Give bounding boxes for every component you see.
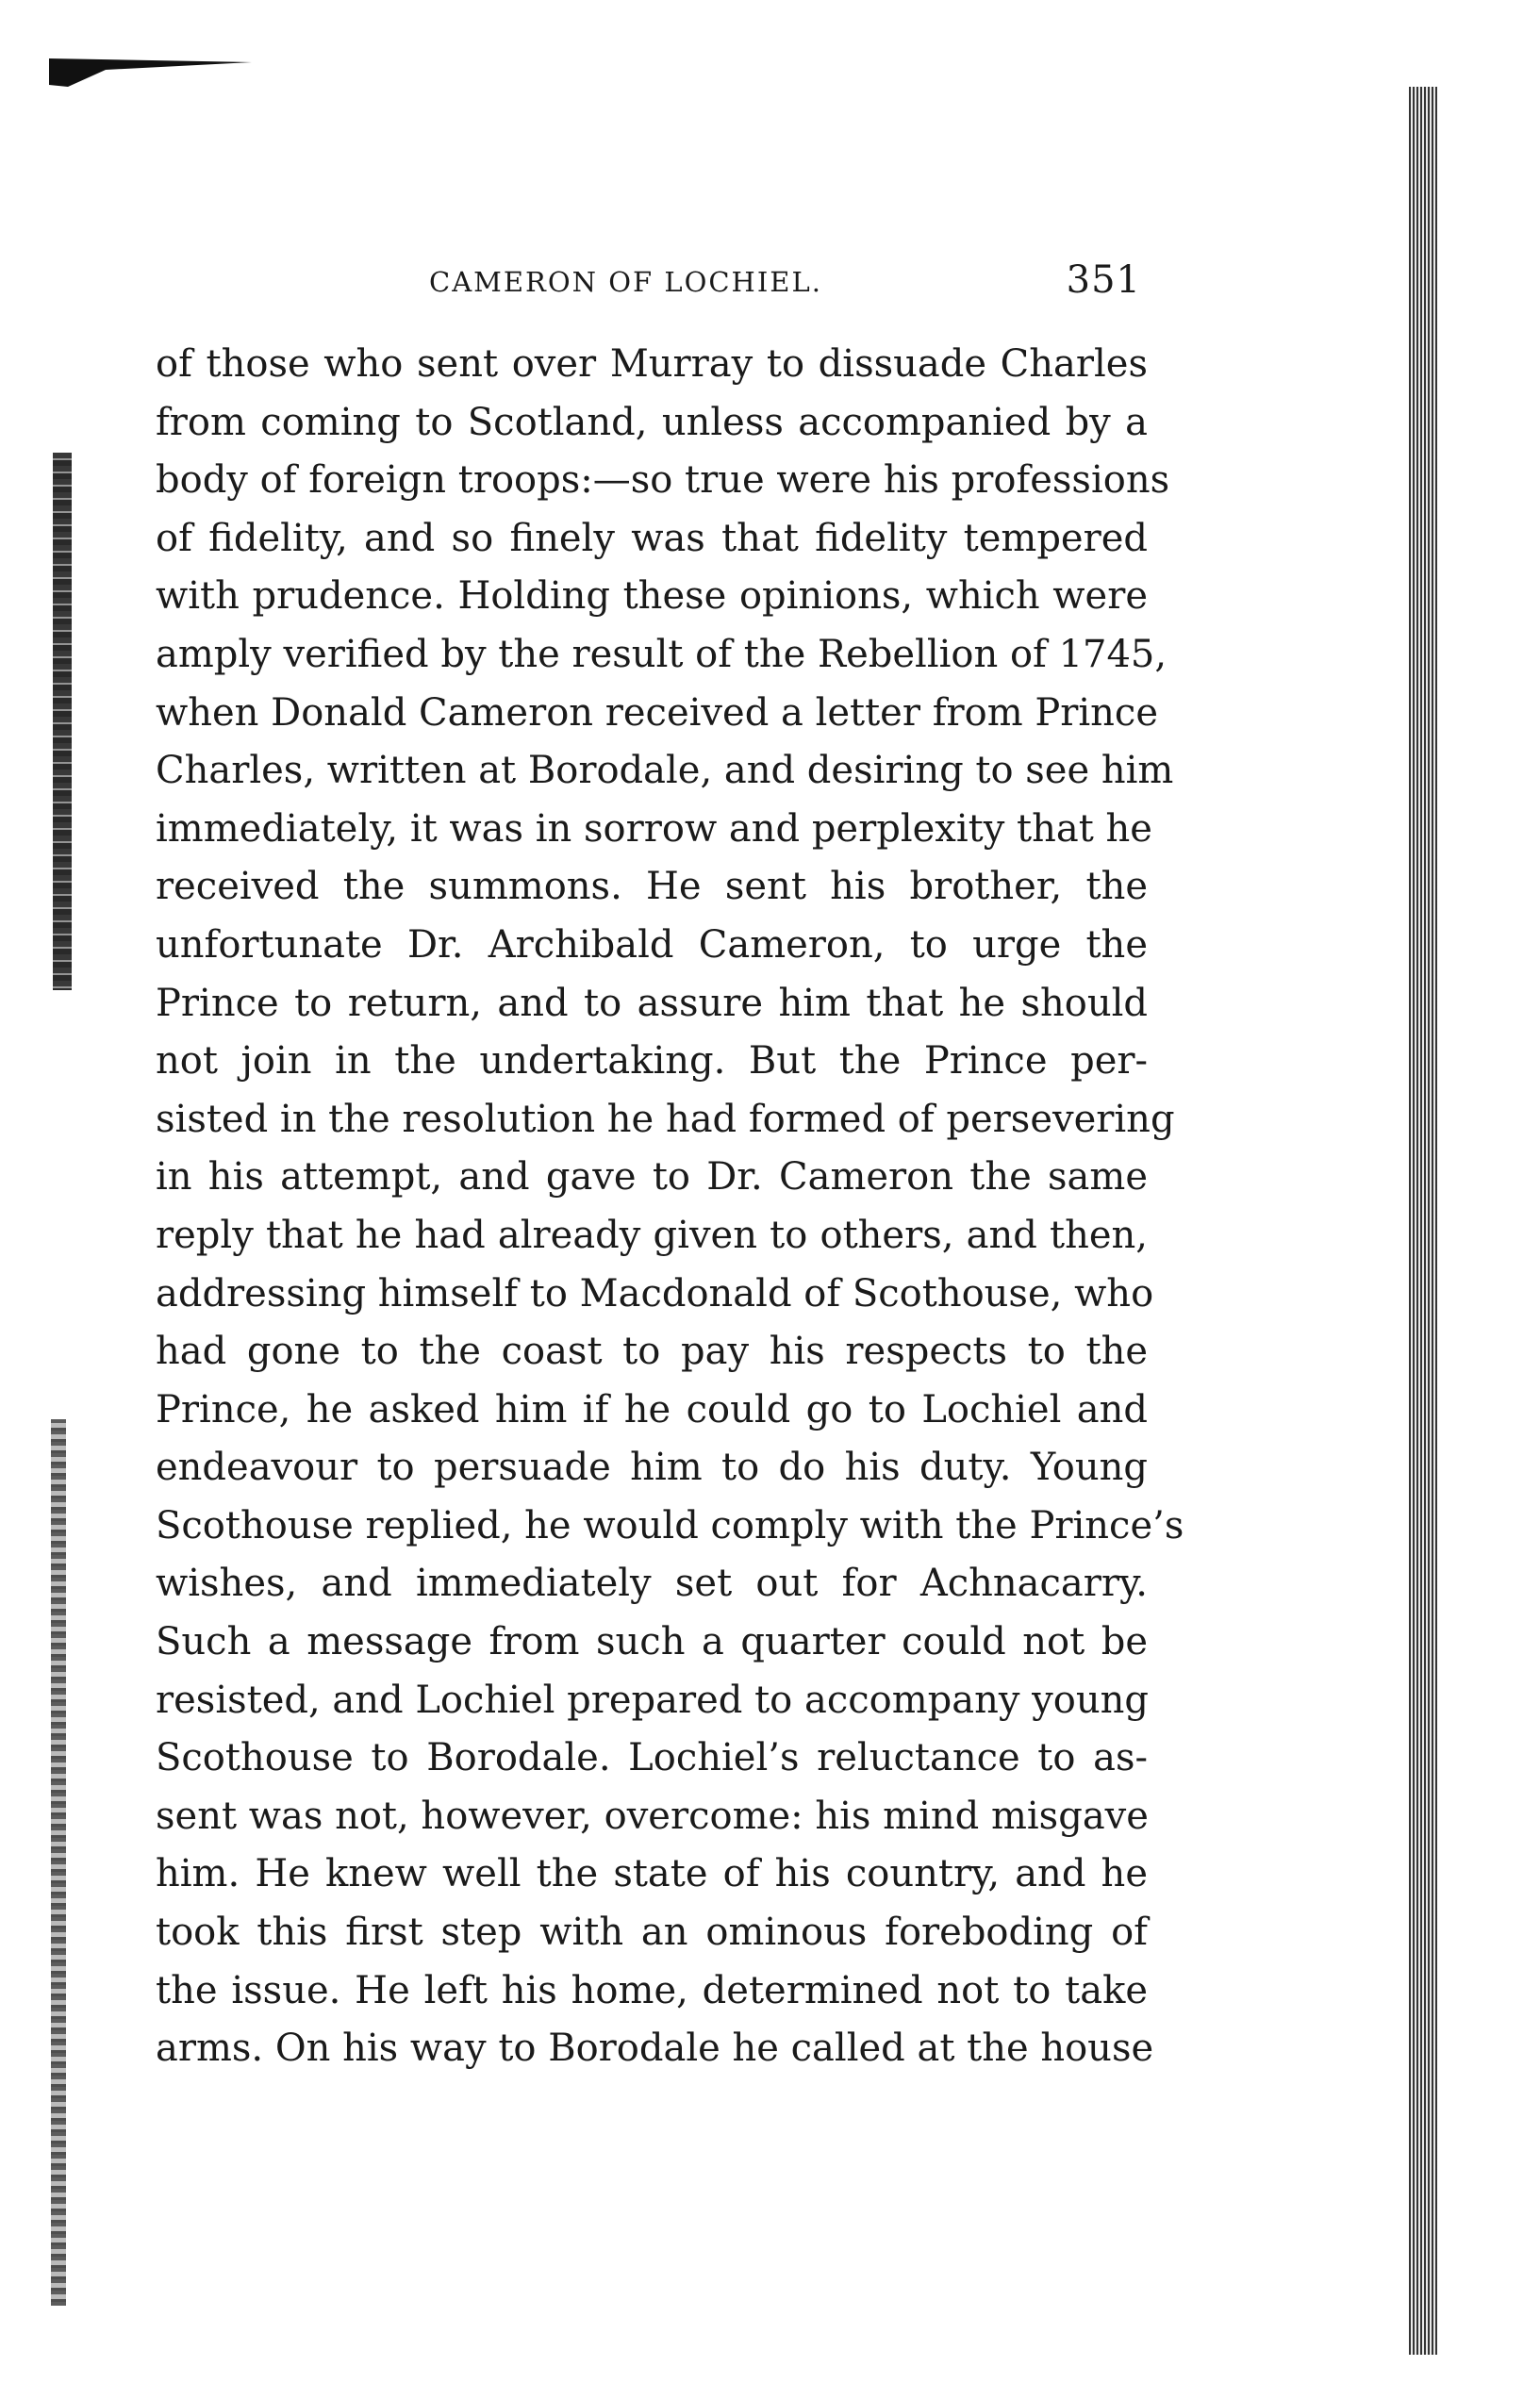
text-line: when Donald Cameron received a letter from Prince	[156, 690, 1159, 735]
text-line: resisted, and Lochiel prepared to accompany young	[156, 1678, 1149, 1722]
scan-right-edge-artifact	[1409, 87, 1437, 2355]
text-line: from coming to Scotland, unless accompanied by a	[156, 400, 1148, 444]
text-line: unfortunate Dr. Archibald Cameron, to urge the	[156, 922, 1148, 967]
text-line: had gone to the coast to pay his respects to the	[156, 1330, 1148, 1374]
running-title: CAMERON OF LOCHIEL.	[429, 266, 822, 298]
text-line: Prince to return, and to assure him that he should	[156, 981, 1148, 1025]
text-line: sisted in the resolution he had formed of persevering	[156, 1097, 1175, 1141]
text-line: addressing himself to Macdonald of Scothouse, who	[156, 1271, 1154, 1316]
text-line: with prudence. Holding these opinions, which were	[156, 574, 1148, 619]
scan-left-edge-artifact	[53, 453, 72, 990]
text-line: Prince, he asked him if he could go to Lochiel and	[156, 1387, 1148, 1431]
text-line: of those who sent over Murray to dissuade Charles	[156, 342, 1148, 386]
text-line: Scothouse replied, he would comply with the Prince’s	[156, 1503, 1184, 1547]
scan-corner-artifact	[49, 58, 252, 87]
body-text	[156, 336, 1184, 2078]
page-number: 351	[1066, 258, 1141, 302]
scan-left-edge-artifact	[51, 1419, 66, 2306]
text-line: in his attempt, and gave to Dr. Cameron the same	[156, 1155, 1148, 1200]
text-line: arms. On his way to Borodale he called at the house	[156, 2027, 1154, 2071]
text-line: the issue. He left his home, determined not to take	[156, 1968, 1148, 2012]
running-head	[160, 258, 1141, 309]
text-line: reply that he had already given to others, and then,	[156, 1213, 1148, 1257]
text-line: Charles, written at Borodale, and desiring to see him	[156, 749, 1174, 793]
text-line: immediately, it was in sorrow and perplexity that he	[156, 806, 1152, 851]
text-line: wishes, and immediately set out for Achnacarry.	[156, 1562, 1148, 1606]
text-line: him. He knew well the state of his country, and he	[156, 1852, 1148, 1896]
text-line: Such a message from such a quarter could not be	[156, 1620, 1148, 1664]
text-line: took this first step with an ominous foreboding of	[156, 1911, 1148, 1955]
text-line: of fidelity, and so finely was that fidelity tempered	[156, 516, 1148, 560]
text-line: Scothouse to Borodale. Lochiel’s reluctance to as-	[156, 1736, 1148, 1780]
text-line: amply verified by the result of the Rebellion of 1745,	[156, 632, 1167, 676]
text-line: endeavour to persuade him to do his duty. Young	[156, 1446, 1148, 1490]
text-line: not join in the undertaking. But the Prince per-	[156, 1039, 1148, 1084]
text-line: received the summons. He sent his brother, the	[156, 865, 1148, 909]
text-line: sent was not, however, overcome: his mind misgave	[156, 1794, 1149, 1838]
text-line: body of foreign troops:—so true were his professions	[156, 458, 1170, 503]
